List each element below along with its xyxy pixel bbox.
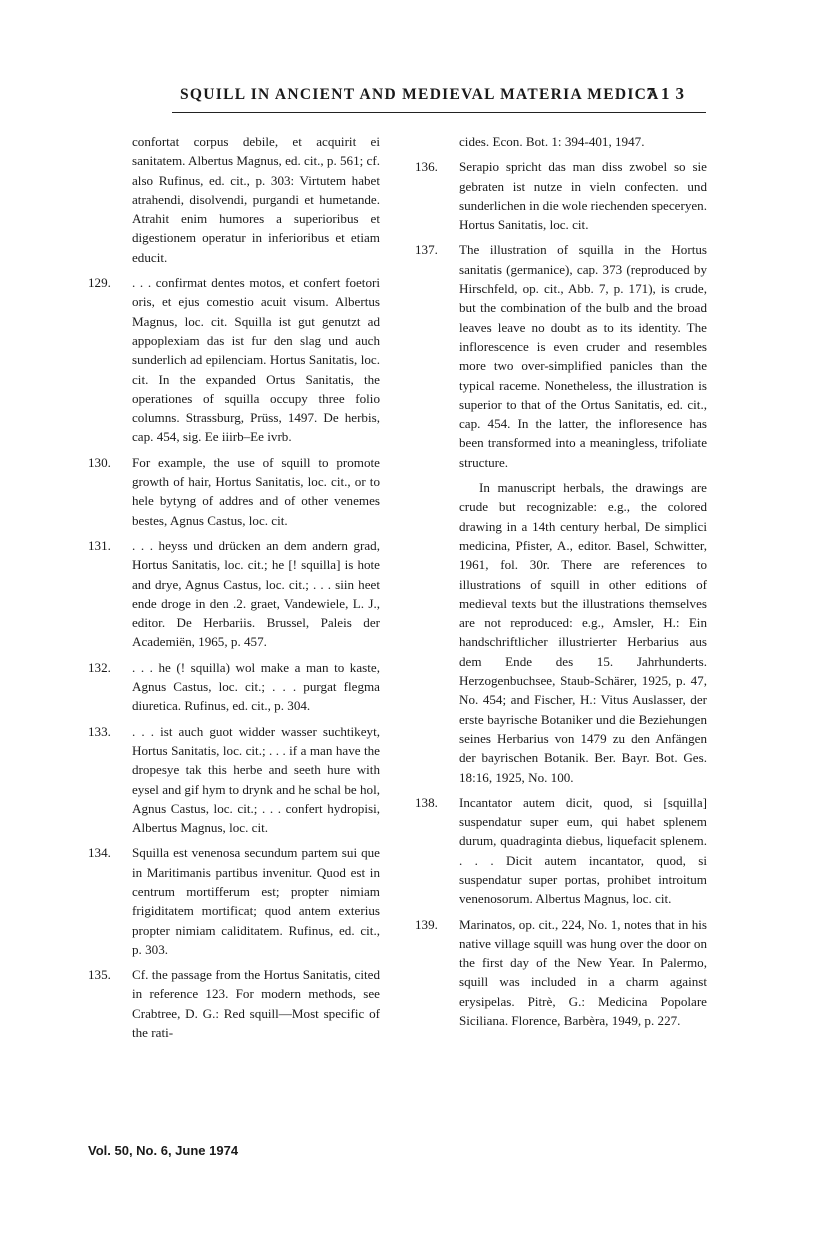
left-column: [88, 132, 380, 1048]
note-text: Incantator autem dicit, quod, si [squilla] suspendatur super eum, qui habet splenem durum, quadraginta diebus, liquefacit splenem. . . . Dicit autem incantator, quod, si suspendatur super portas, prohibet introitum venenosorum. Albertus Magnus, loc. cit.: [459, 794, 707, 907]
note-130: [88, 453, 380, 530]
note-text: The illustration of squilla in the Hortus sanitatis (germanice), cap. 373 (reproduced by Hirschfeld, op. cit., Abb. 7, p. 171), is crude, but the combination of the bulb and the broad leaves leave no doubt as to its identity. The inflorescence is even cruder and resembles more two over-simplified panicles than the typical raceme. Nonetheless, the illustration is superior to that of the Ortus Sanitatis, ed. cit., cap. 454. In the latter, the infloresence has been transformed into a meaningless, trifoliate structure.: [459, 242, 707, 470]
note-132: [88, 658, 380, 716]
note-135: [88, 965, 380, 1042]
note-number: 133.: [88, 723, 111, 739]
note-137-paragraph: In manuscript herbals, the drawings are crude but recognizable: e.g., the colored drawing in a 14th century herbal, De simplici medicina, Pfister, A., editor. Basel, Schwitter, 1961, fol. 30r. There are references to illustrations of squill in other editions of medieval texts but the illustrations themselves are not reproduced: e.g., Amsler, H.: Ein handschriftlicher illustrierter Herbarius aus dem Ende des 15. Jahrhunderts. Herzogenbuchsee, Staub-Schärer, 1925, p. 47, No. 454; and Fischer, H.: Vitus Auslasser, der erste bayrische Botaniker und die Beziehungen seines Herbarius von 1479 zu den Anfängen der bayrischen Botanik. Ber. Bayr. Bot. Ges. 18:16, 1925, No. 100.: [459, 480, 707, 785]
note-text: . . . confirmat dentes motos, et confert foetori oris, et ejus comestio acuit visum. Albertus Magnus, loc. cit. Squilla ist gut genutzt ad appoplexiam das ist fur den slag und auch sunderlich ad epilenciam. Hortus Sanitatis, loc. cit. In the expanded Ortus Sanitatis, the operationes of squilla occupy three folio columns. Strassburg, Prüss, 1497. De herbis, cap. 454, sig. Ee iiirb–Ee ivrb.: [132, 275, 380, 445]
note-number: 130.: [88, 454, 111, 470]
note-136: [415, 157, 707, 234]
note-text: . . . heyss und drücken an dem andern grad, Hortus Sanitatis, loc. cit.; he [! squilla] is hote and drye, Agnus Castus, loc. cit.; . . . siin heet ende droge in den .2. graet, Vandewiele, L. J., editor. De Herbariis. Brussel, Paleis der Academiën, 1965, p. 457.: [132, 537, 380, 650]
note-text: Cf. the passage from the Hortus Sanitatis, cited in reference 123. For modern methods, see Crabtree, D. G.: Red squill—Most specific of the rati-: [132, 967, 380, 1041]
journal-footer: Vol. 50, No. 6, June 1974: [88, 1143, 239, 1158]
note-continuation: confortat corpus debile, et acquirit ei sanitatem. Albertus Magnus, ed. cit., p. 561; cf. also Rufinus, ed. cit., p. 303: Virtutem habet atrahendi, disolvendi, purgandi et humetande. Atrahit enim humores a superioribus et digestionem operatur in inferioribus et etiam educit.: [132, 134, 381, 265]
right-column: [415, 132, 707, 1036]
note-number: 135.: [88, 967, 111, 983]
note-131: [88, 536, 380, 652]
note-number: 137.: [415, 242, 438, 258]
note-text: For example, the use of squill to promote growth of hair, Hortus Sanitatis, loc. cit., or to hele bytyng of addres and of other venemes bestes, Agnus Castus, loc. cit.: [132, 454, 380, 528]
note-number: 138.: [415, 794, 438, 810]
note-137: [415, 240, 707, 472]
note-129: [88, 273, 380, 447]
note-number: 131.: [88, 537, 111, 553]
note-138: [415, 793, 707, 909]
note-number: 132.: [88, 659, 111, 675]
note-139: [415, 915, 707, 1031]
note-text: . . . ist auch guot widder wasser suchtikeyt, Hortus Sanitatis, loc. cit.; . . . if a man have the dropesye tak this herbe and seeth hure with eysel and gif hym to drynk and he schal be hol, Agnus Castus, loc. cit.; . . . confert hydropisi, Albertus Magnus, loc. cit.: [132, 723, 380, 836]
header-rule: [172, 112, 706, 113]
note-continuation: cides. Econ. Bot. 1: 394-401, 1947.: [459, 134, 645, 149]
note-133: [88, 722, 380, 838]
page-number: 713: [646, 84, 690, 103]
note-text: . . . he (! squilla) wol make a man to kaste, Agnus Castus, loc. cit.; . . . purgat flegma diuretica. Rufinus, ed. cit., p. 304.: [132, 659, 380, 714]
note-text: Squilla est venenosa secundum partem sui que in Maritimanis partibus invenitur. Quod est in centrum mortifferum est; propter nimiam frigiditatem mortificat; quod antem exterius propter nimiam caliditatem. Rufinus, ed. cit., p. 303.: [132, 845, 380, 957]
note-number: 136.: [415, 159, 438, 175]
note-text: Marinatos, op. cit., 224, No. 1, notes that in his native village squill was hung over the door on the first day of the New Year. In Palermo, squill was included in a charm against erysipelas. Pitrè, G.: Medicina Popolare Siciliana. Florence, Barbèra, 1949, p. 227.: [459, 916, 707, 1029]
running-header: [180, 86, 700, 110]
note-number: 129.: [88, 275, 111, 291]
note-number: 134.: [88, 845, 111, 861]
running-title: SQUILL IN ANCIENT AND MEDIEVAL MATERIA MEDICA: [180, 86, 660, 103]
note-number: 139.: [415, 916, 438, 932]
note-134: [88, 843, 380, 959]
note-text: Serapio spricht das man diss zwobel so sie gebraten ist nutze in vieln confecten. und sunderlichen in die wole riechenden speceryen. Hortus Sanitatis, loc. cit.: [459, 159, 707, 233]
